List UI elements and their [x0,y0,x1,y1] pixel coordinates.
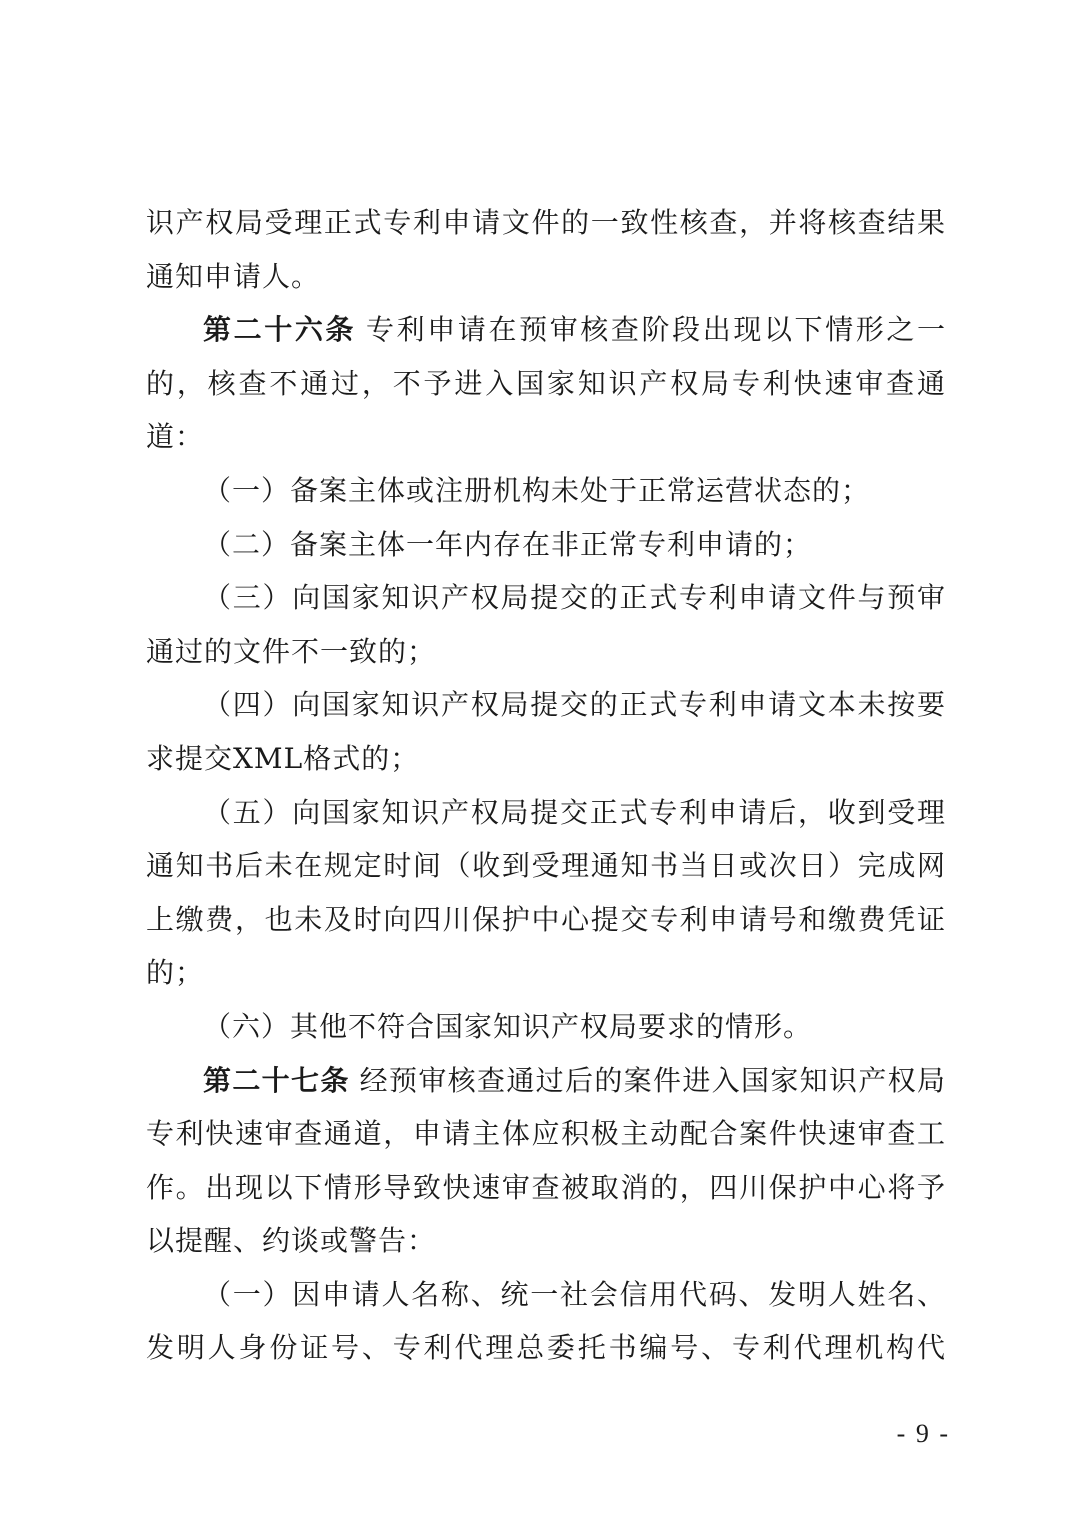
text-line-6: （一）备案主体或注册机构未处于正常运营状态的； [203,473,871,507]
text-line-13: 通知书后未在规定时间（收到受理通知书当日或次日）完成网 [146,849,946,883]
text-line-11: 求提交XML格式的； [146,741,420,775]
article-27-heading: 第二十七条 [203,1063,350,1097]
text-line-2: 通知申请人。 [146,259,321,293]
text-line-5: 道： [146,420,205,454]
article-26-line [146,303,946,357]
text-line-12: （五）向国家知识产权局提交正式专利申请后，收到受理 [203,795,946,829]
text-line-14: 上缴费，也未及时向四川保护中心提交专利申请号和缴费凭证 [146,902,946,936]
text-line-18: 专利快速审查通道，申请主体应积极主动配合案件快速审查工 [146,1117,946,1151]
text-line-1: 识产权局受理正式专利申请文件的一致性核查，并将核查结果 [146,206,946,239]
text-line-10: （四）向国家知识产权局提交的正式专利申请文本未按要 [203,688,946,722]
text-line-8: （三）向国家知识产权局提交的正式专利申请文件与预审 [203,581,946,615]
text-line-15: 的； [146,956,205,990]
text-line-19: 作。出现以下情形导致快速审查被取消的，四川保护中心将予 [146,1170,946,1204]
text-line-20: 以提醒、约谈或警告： [146,1224,437,1258]
text-line-21: （一）因申请人名称、统一社会信用代码、发明人姓名、 [203,1277,946,1311]
text-line-7: （二）备案主体一年内存在非正常专利申请的； [203,527,813,561]
text-line-4: 的，核查不通过，不予进入国家知识产权局专利快速审查通 [146,366,946,400]
text-line-16: （六）其他不符合国家知识产权局要求的情形。 [203,1009,813,1043]
page-number: - 9 - [896,1419,950,1448]
article-26-heading: 第二十六条 [203,313,357,347]
article-27-line [146,1054,946,1108]
document-body [146,196,946,1375]
text-line-9: 通过的文件不一致的； [146,634,437,668]
text-line-22: 发明人身份证号、专利代理总委托书编号、专利代理机构代 [146,1331,946,1365]
article-27-text: 经预审核查通过后的案件进入国家知识产权局 [359,1063,946,1097]
article-26-text: 专利申请在预审核查阶段出现以下情形之一 [366,313,946,347]
